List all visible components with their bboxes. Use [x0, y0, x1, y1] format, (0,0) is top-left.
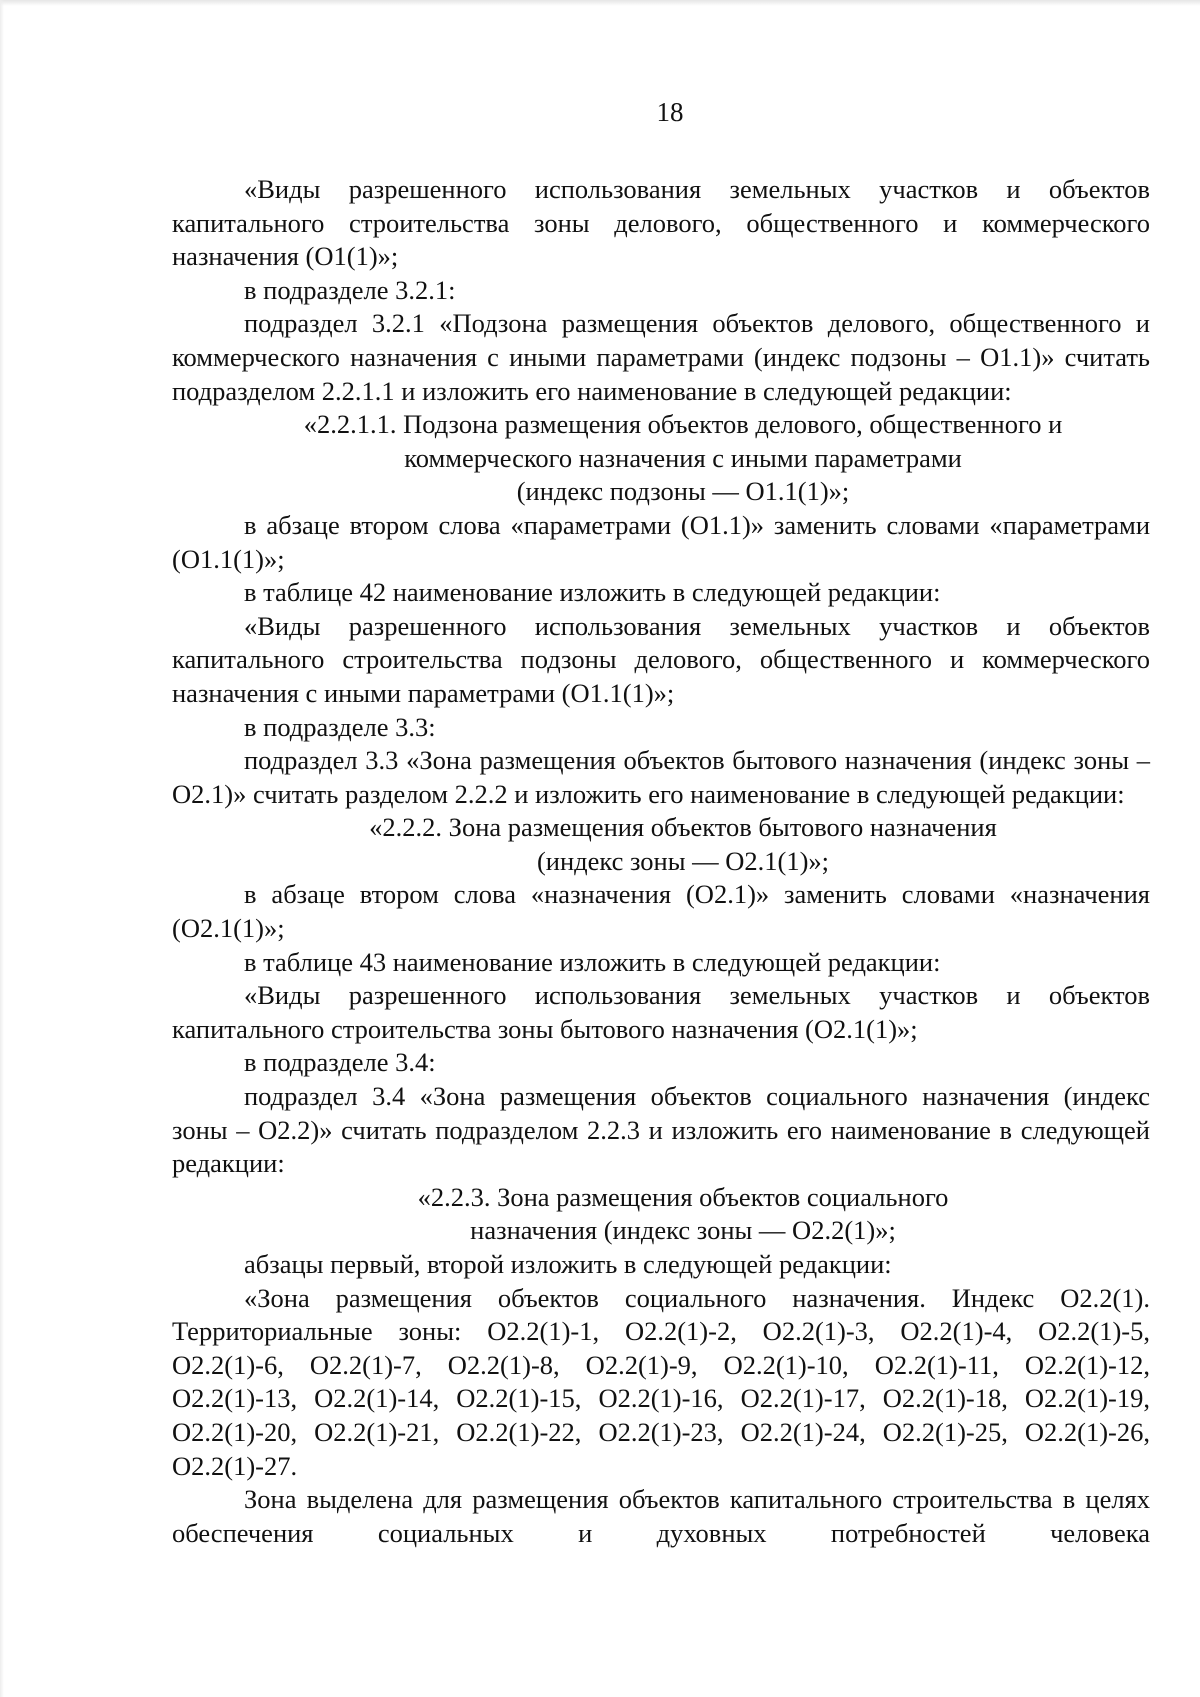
- paragraph: подраздел 3.2.1 «Подзона размещения объектов делового, общественного и коммерческого назначения с иными параметрами (индекс подзоны – О1.1)» считать подразделом 2.2.1.1 и изложить его наименование в следующей редакции:: [172, 308, 1150, 406]
- paragraph: в таблице 42 наименование изложить в следующей редакции:: [244, 577, 941, 608]
- paragraph: в абзаце втором слова «назначения (О2.1)» заменить словами «назначения (О2.1(1)»;: [172, 879, 1150, 944]
- document-body: [172, 173, 1150, 1550]
- centered-heading-line: назначения (индекс зоны — О2.2(1)»;: [470, 1215, 896, 1246]
- scan-left-edge: [0, 0, 4, 1697]
- paragraph: Зона выделена для размещения объектов капитального строительства в целях обеспечения социальных и духовных потребностей человека: [172, 1484, 1150, 1548]
- paragraph: «Виды разрешенного использования земельных участков и объектов капитального строительства зоны бытового назначения (О2.1(1)»;: [172, 980, 1150, 1044]
- paragraph: в подразделе 3.4:: [244, 1047, 436, 1078]
- paragraph: абзацы первый, второй изложить в следующей редакции:: [244, 1249, 892, 1279]
- paragraph: «Зона размещения объектов социального назначения. Индекс О2.2(1). Территориальные зоны: О2.2(1)-1, О2.2(1)-2, О2.2(1)-3, О2.2(1)-4, О2.2(1)-5, О2.2(1)-6, О2.2(1)-7, О2.2(1)-8, О2.2(1)-9, О2.2(1)-10, О2.2(1)-11, О2.2(1)-12, О2.2(1)-13, О2.2(1)-14, О2.2(1)-15, О2.2(1)-16, О2.2(1)-17, О2.2(1)-18, О2.2(1)-19, О2.2(1)-20, О2.2(1)-21, О2.2(1)-22, О2.2(1)-23, О2.2(1)-24, О2.2(1)-25, О2.2(1)-26, О2.2(1)-27.: [172, 1282, 1150, 1481]
- centered-heading-line: «2.2.1.1. Подзона размещения объектов делового, общественного и: [303, 409, 1063, 440]
- centered-heading-line: «2.2.3. Зона размещения объектов социального: [417, 1181, 949, 1212]
- paragraph: «Виды разрешенного использования земельных участков и объектов капитального строительства подзоны делового, общественного и коммерческого назначения с иными параметрами (О1.1(1)»;: [172, 610, 1150, 708]
- scan-top-edge: [0, 0, 1200, 6]
- centered-heading-line: «2.2.2. Зона размещения объектов бытового назначения: [369, 812, 997, 843]
- paragraph: в подразделе 3.3:: [244, 711, 436, 742]
- centered-heading-line: (индекс подзоны — О1.1(1)»;: [516, 476, 850, 507]
- paragraph: в подразделе 3.2.1:: [244, 274, 456, 305]
- centered-heading-line: (индекс зоны — О2.1(1)»;: [536, 845, 830, 876]
- paragraph: в таблице 43 наименование изложить в следующей редакции:: [244, 946, 941, 977]
- paragraph: подраздел 3.4 «Зона размещения объектов социального назначения (индекс зоны – О2.2)» считать подразделом 2.2.3 и изложить его наименование в следующей редакции:: [172, 1081, 1150, 1179]
- paragraph: «Виды разрешенного использования земельных участков и объектов капитального строительства зоны делового, общественного и коммерческого назначения (О1(1)»;: [172, 174, 1150, 272]
- centered-heading-line: коммерческого назначения с иными параметрами: [404, 442, 962, 473]
- page-number: 18: [656, 97, 684, 127]
- paragraph: подраздел 3.3 «Зона размещения объектов бытового назначения (индекс зоны – О2.1)» считать разделом 2.2.2 и изложить его наименование в следующей редакции:: [172, 745, 1150, 809]
- paragraph: в абзаце втором слова «параметрами (О1.1)» заменить словами «параметрами (О1.1(1)»;: [172, 509, 1150, 574]
